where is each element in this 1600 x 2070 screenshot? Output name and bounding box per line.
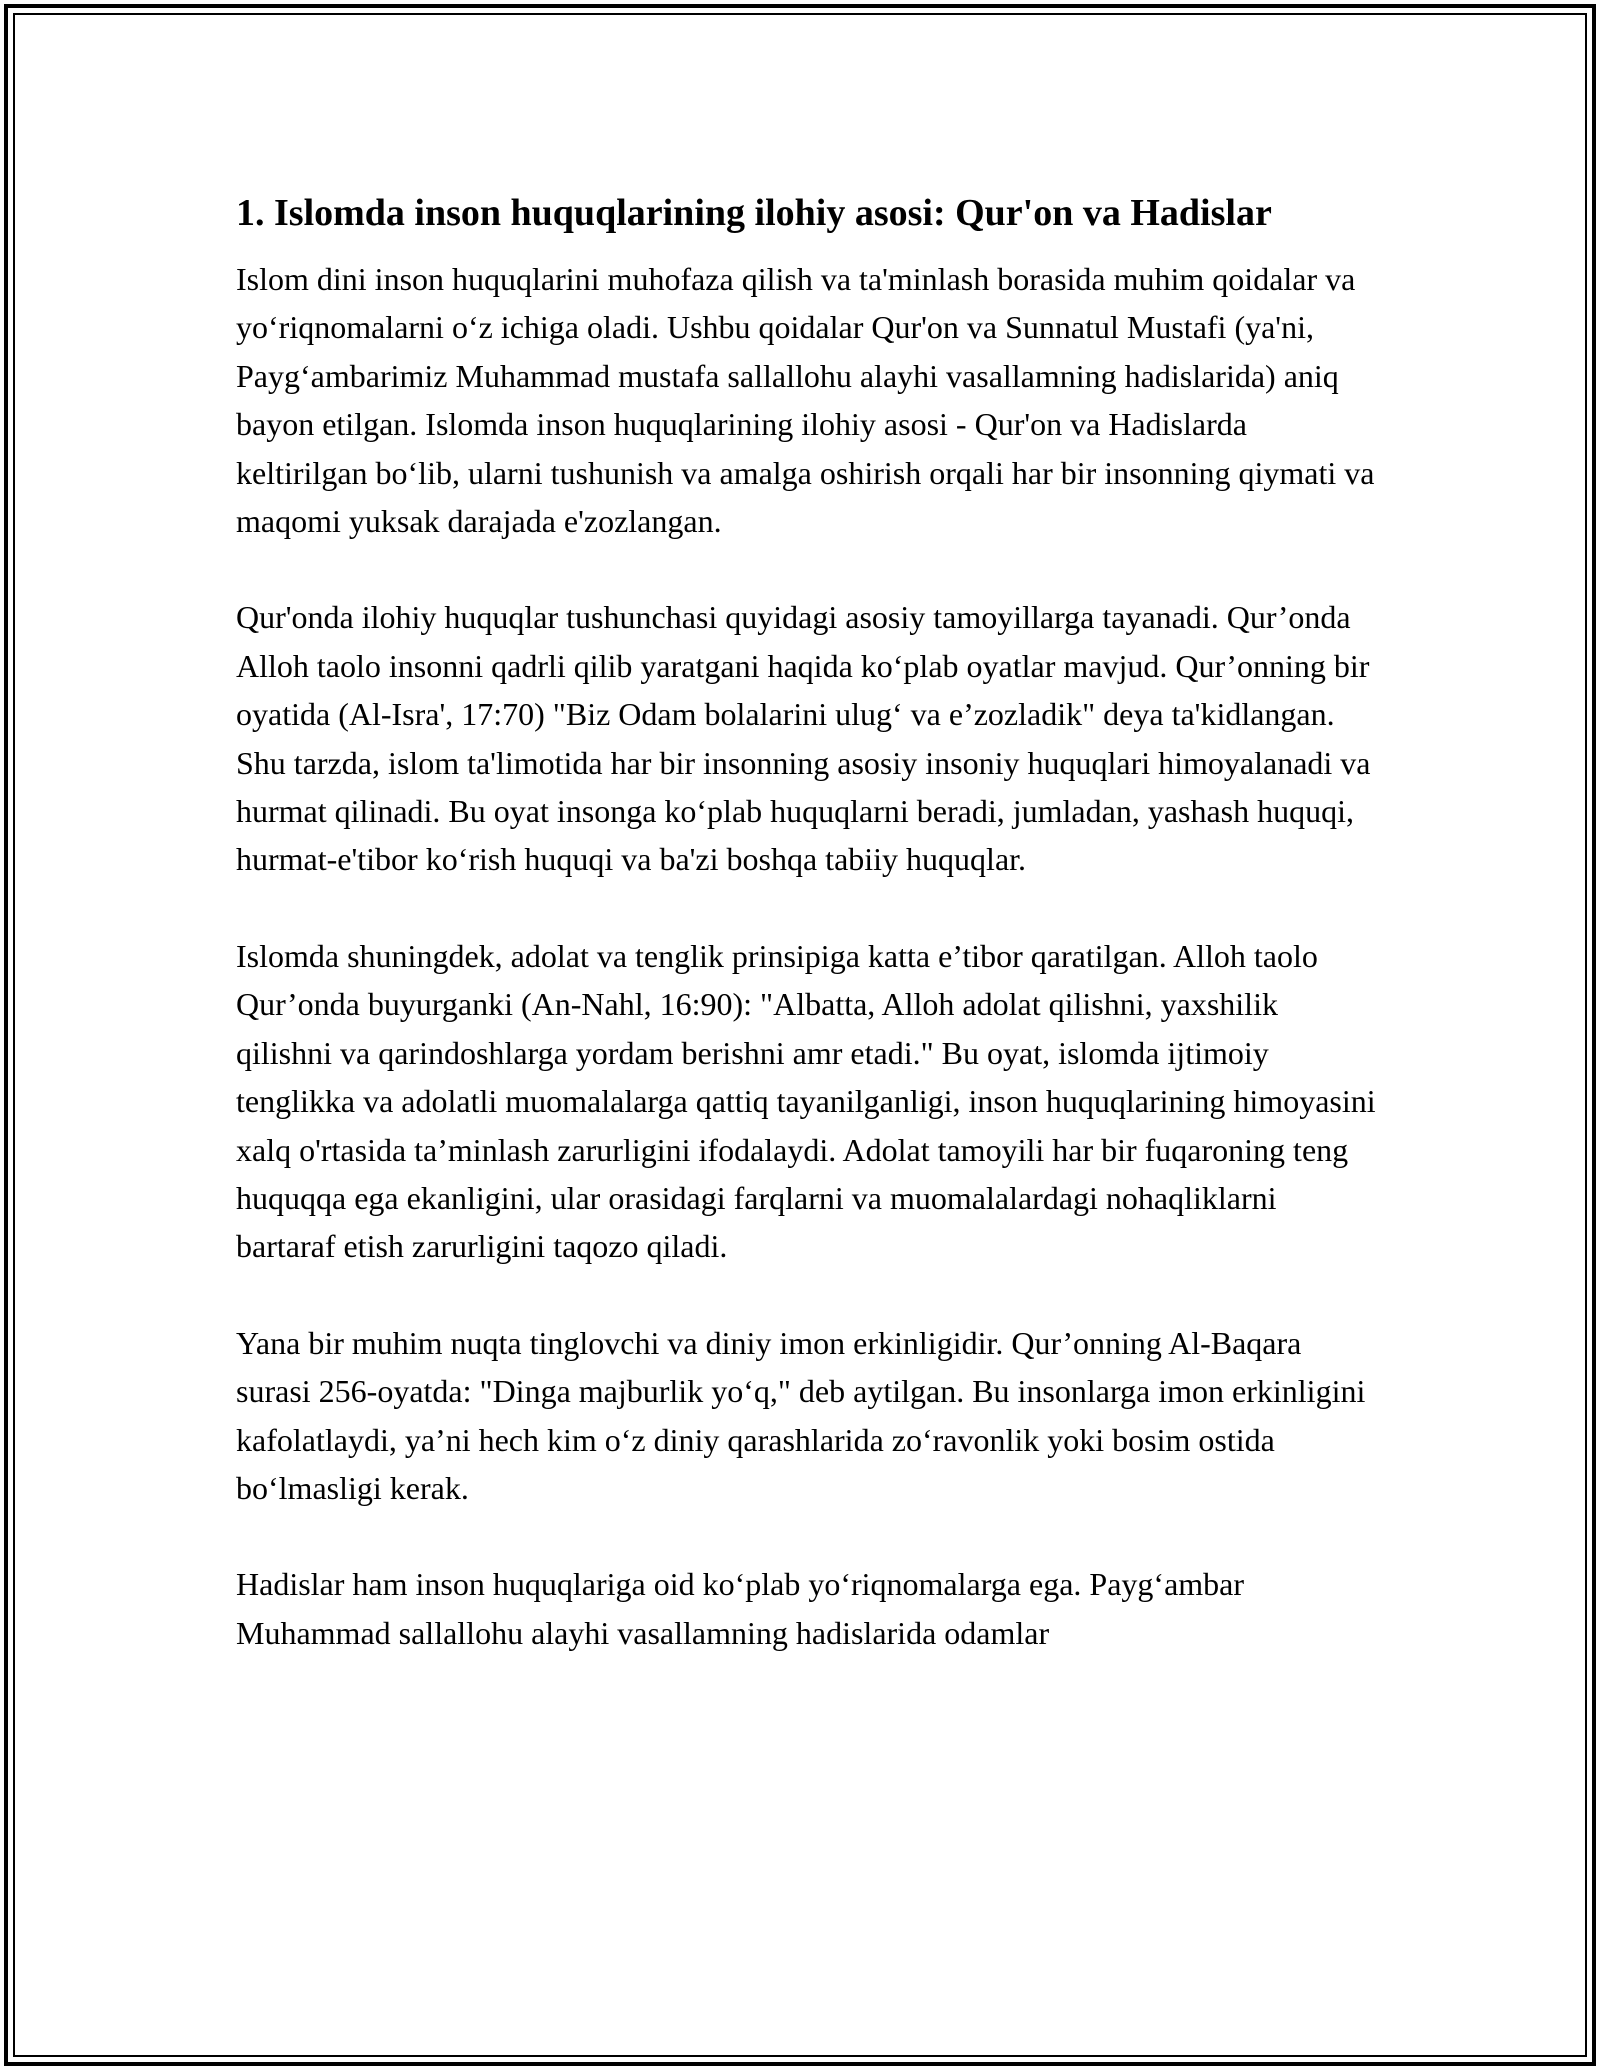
paragraph-4: Yana bir muhim nuqta tinglovchi va diniy imon erkinligidir. Qur’onning Al-Baqara surasi 256-oyatda: "Dinga majburlik yo‘q," deb aytilgan. Bu insonlarga imon erkinligini kafolatlaydi, ya’ni hech kim o‘z diniy qarashlarida zo‘ravonlik yoki bosim ostida bo‘lmasligi kerak. <box>236 1324 1366 1506</box>
section-heading: 1. Islomda inson huquqlarining ilohiy asosi: Qur'on va Hadislar <box>236 192 1272 234</box>
document-body <box>236 186 1376 1705</box>
paragraph-5: Hadislar ham inson huquqlariga oid ko‘plab yo‘riqnomalarga ega. Payg‘ambar Muhammad sallallohu alayhi vasallamning hadislarida odamlar <box>236 1566 1245 1651</box>
paragraph-1: Islom dini inson huquqlarini muhofaza qilish va ta'minlash borasida muhim qoidalar va yo‘riqnomalarni o‘z ichiga oladi. Ushbu qoidalar Qur'on va Sunnatul Mustafi (ya'ni, Payg‘ambarimiz Muhammad mustafa sallallohu alayhi vasallamning hadislarida) aniq bayon etilgan. Islomda inson huquqlarining ilohiy asosi - Qur'on va Hadislarda keltirilgan bo‘lib, ularni tushunish va amalga oshirish orqali har bir insonning qiymati va maqomi yuksak darajada e'zozlangan. <box>236 261 1375 540</box>
paragraph-2: Qur'onda ilohiy huquqlar tushunchasi quyidagi asosiy tamoyillarga tayanadi. Qur’onda Alloh taolo insonni qadrli qilib yaratgani haqida ko‘plab oyatlar mavjud. Qur’onning bir oyatida (Al-Isra', 17:70) "Biz Odam bolalarini ulug‘ va e’zozladik" deya ta'kidlangan. Shu tarzda, islom ta'limotida har bir insonning asosiy insoniy huquqlari himoyalanadi va hurmat qilinadi. Bu oyat insonga ko‘plab huquqlarni beradi, jumladan, yashash huquqi, hurmat-e'tibor ko‘rish huquqi va ba'zi boshqa tabiiy huquqlar. <box>236 599 1371 878</box>
paragraph-3: Islomda shuningdek, adolat va tenglik prinsipiga katta e’tibor qaratilgan. Alloh taolo Qur’onda buyurganki (An-Nahl, 16:90): "Albatta, Alloh adolat qilishni, yaxshilik qilishni va qarindoshlarga yordam berishni amr etadi." Bu oyat, islomda ijtimoiy tenglikka va adolatli muomalalarga qattiq tayanilganligi, inson huquqlarining himoyasini xalq o'rtasida ta’minlash zarurligini ifodalaydi. Adolat tamoyili har bir fuqaroning teng huquqqa ega ekanligini, ular orasidagi farqlarni va muomalalardagi nohaqliklarni bartaraf etish zarurligini taqozo qiladi. <box>236 937 1376 1265</box>
